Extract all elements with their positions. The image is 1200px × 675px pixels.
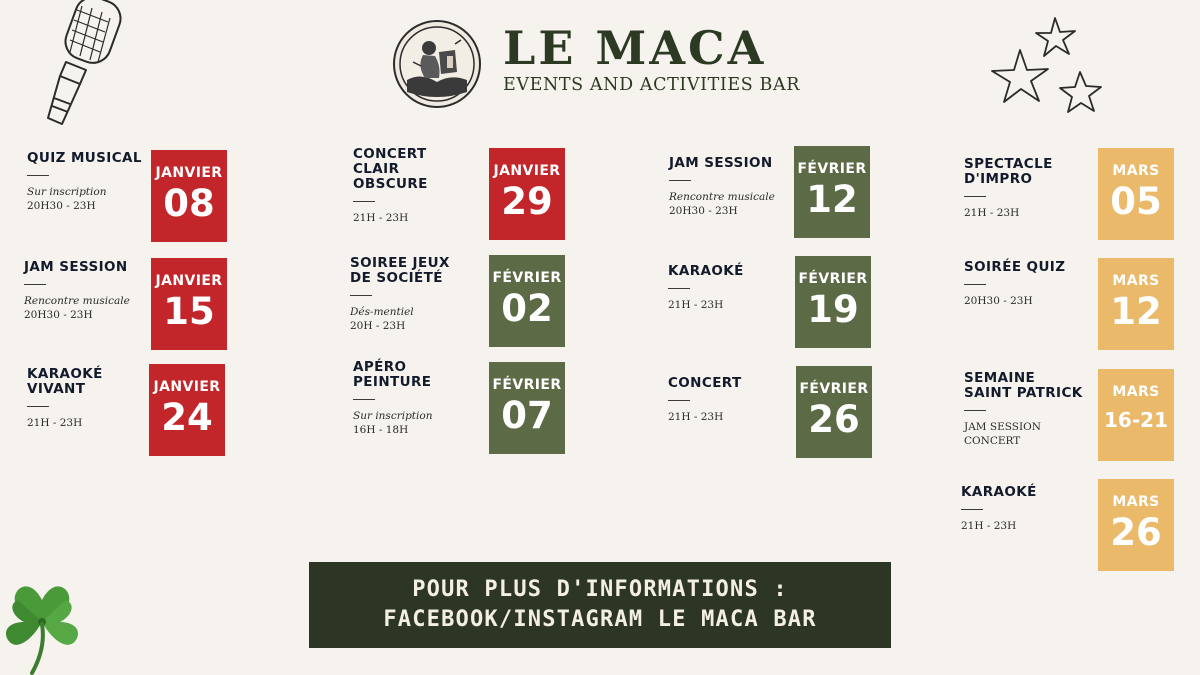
date-month: FÉVRIER (797, 161, 867, 177)
date-month: JANVIER (155, 273, 223, 289)
event-title: SOIRÉE QUIZ (964, 259, 1066, 275)
event-detail: JAM SESSION (964, 421, 1041, 433)
date-badge (795, 256, 871, 348)
date-month: FÉVRIER (799, 381, 869, 397)
event-detail: 21H - 23H (668, 411, 724, 423)
divider (350, 295, 372, 296)
event-item (353, 147, 478, 225)
date-month: MARS (1112, 494, 1160, 510)
date-badge (1098, 369, 1174, 461)
divider (353, 399, 375, 400)
event-item (668, 376, 808, 424)
microphone-icon (30, 0, 130, 130)
date-month: FÉVRIER (492, 377, 562, 393)
date-month: MARS (1112, 273, 1160, 289)
date-day: 26 (808, 398, 860, 441)
event-detail: Rencontre musicale (669, 191, 775, 203)
event-item (964, 260, 1104, 308)
divider (669, 180, 691, 181)
divider (27, 406, 49, 407)
event-details (353, 409, 463, 437)
date-month: FÉVRIER (492, 270, 562, 286)
divider (961, 509, 983, 510)
divider (353, 201, 375, 202)
event-item (964, 371, 1084, 448)
date-month: JANVIER (153, 379, 221, 395)
event-detail: 20H30 - 23H (24, 309, 93, 321)
event-item (668, 264, 808, 312)
banner-line-1: POUR PLUS D'INFORMATIONS : (412, 577, 788, 602)
event-item (350, 256, 465, 333)
event-detail: 20H30 - 23H (964, 295, 1033, 307)
date-day: 02 (501, 287, 553, 330)
event-details (961, 519, 1101, 533)
event-item (353, 360, 463, 437)
date-badge (151, 150, 227, 242)
date-month: MARS (1112, 163, 1160, 179)
date-day: 24 (161, 396, 213, 439)
divider (24, 284, 46, 285)
event-title: QUIZ MUSICAL (27, 150, 142, 166)
date-day: 26 (1110, 511, 1162, 554)
divider (964, 196, 986, 197)
date-day: 15 (163, 290, 215, 333)
event-details (964, 206, 1079, 220)
date-day: 12 (1110, 290, 1162, 333)
brand-name: LE MACA (503, 21, 767, 75)
date-badge (1098, 479, 1174, 571)
event-details (668, 298, 808, 312)
divider (964, 410, 986, 411)
event-detail: 20H - 23H (350, 320, 406, 332)
event-title: CONCERT CLAIR OBSCURE (353, 146, 428, 192)
event-item (961, 485, 1101, 533)
date-badge (489, 148, 565, 240)
event-title: SOIREE JEUX DE SOCIÉTÉ (350, 255, 450, 286)
event-detail: 21H - 23H (961, 520, 1017, 532)
date-badge (489, 362, 565, 454)
event-title: CONCERT (668, 375, 742, 391)
date-day: 05 (1110, 180, 1162, 223)
event-item (27, 367, 137, 430)
event-details (964, 294, 1104, 308)
divider (27, 175, 49, 176)
event-title: APÉRO PEINTURE (353, 359, 432, 390)
date-badge (1098, 148, 1174, 240)
divider (668, 288, 690, 289)
logo-emblem (393, 20, 481, 108)
event-detail: Sur inscription (353, 410, 433, 422)
date-month: FÉVRIER (798, 271, 868, 287)
date-day: 08 (163, 182, 215, 225)
event-title: SEMAINE SAINT PATRICK (964, 370, 1083, 401)
event-detail: Dés-mentiel (350, 306, 414, 318)
event-detail: 21H - 23H (27, 417, 83, 429)
date-badge (796, 366, 872, 458)
event-details (27, 185, 167, 213)
banner-line-2: FACEBOOK/INSTAGRAM LE MACA BAR (383, 607, 817, 632)
date-day: 07 (501, 394, 553, 437)
brand-tagline: EVENTS AND ACTIVITIES BAR (503, 75, 801, 95)
event-item (27, 151, 167, 213)
event-title: SPECTACLE D'IMPRO (964, 156, 1053, 187)
event-item (669, 156, 809, 218)
event-detail: 20H30 - 23H (27, 200, 96, 212)
date-day: 29 (501, 180, 553, 223)
date-day: 16-21 (1104, 408, 1168, 432)
event-details (350, 305, 465, 333)
event-details (27, 416, 137, 430)
date-month: JANVIER (155, 165, 223, 181)
event-item (964, 157, 1079, 220)
event-detail: Sur inscription (27, 186, 107, 198)
date-badge (151, 258, 227, 350)
date-day: 12 (806, 178, 858, 221)
event-title: KARAOKÉ VIVANT (27, 366, 103, 397)
event-details (353, 211, 478, 225)
date-month: MARS (1112, 384, 1160, 400)
date-badge (489, 255, 565, 347)
stars-icon (980, 14, 1110, 134)
event-details (668, 410, 808, 424)
divider (668, 400, 690, 401)
event-item (24, 260, 164, 322)
date-day: 19 (807, 288, 859, 331)
event-detail: 21H - 23H (668, 299, 724, 311)
event-title: KARAOKÉ (961, 484, 1037, 500)
date-badge (149, 364, 225, 456)
event-detail: Rencontre musicale (24, 295, 130, 307)
event-details (24, 294, 164, 322)
event-details (669, 190, 809, 218)
event-title: JAM SESSION (24, 259, 128, 275)
divider (964, 284, 986, 285)
clover-icon (2, 578, 82, 675)
event-detail: 21H - 23H (964, 207, 1020, 219)
date-badge (794, 146, 870, 238)
date-badge (1098, 258, 1174, 350)
date-month: JANVIER (493, 163, 561, 179)
event-detail: 16H - 18H (353, 424, 409, 436)
event-title: KARAOKÉ (668, 263, 744, 279)
event-title: JAM SESSION (669, 155, 773, 171)
event-detail: CONCERT (964, 435, 1021, 447)
event-detail: 21H - 23H (353, 212, 409, 224)
event-details (964, 420, 1084, 448)
info-banner (309, 562, 891, 648)
event-detail: 20H30 - 23H (669, 205, 738, 217)
